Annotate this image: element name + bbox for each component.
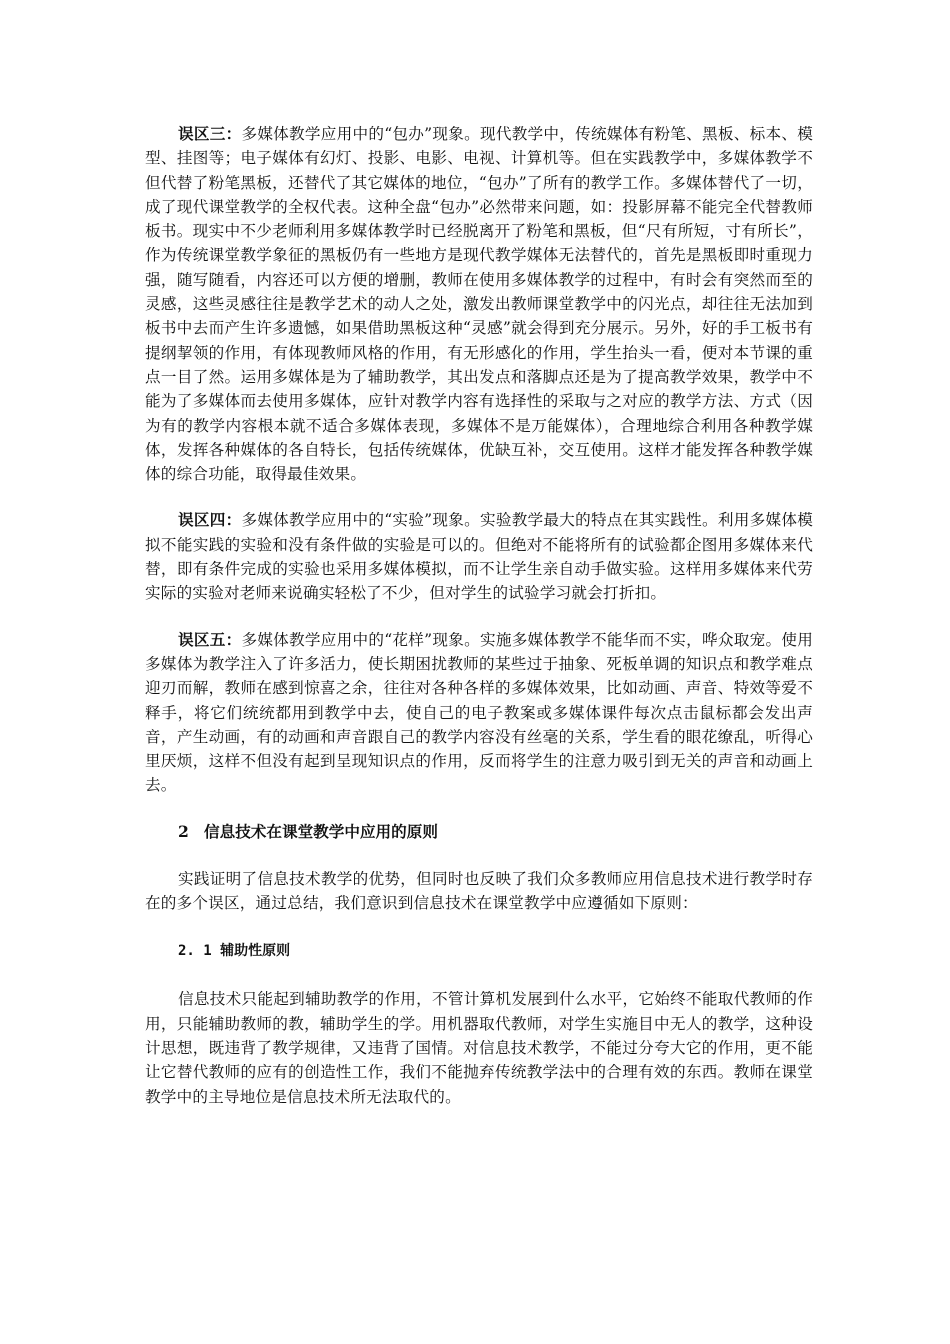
auxiliary-principle-text: 信息技术只能起到辅助教学的作用，不管计算机发展到什么水平，它始终不能取代教师的作用，只能辅助教师的教，辅助学生的学。用机器取代教师，对学生实施目中无人的教学，这种设计思想，既违背了教学规律，又违背了国情。对信息技术教学，不能过分夸大它的作用，更不能让它替代教师的应有的创造性工作，我们不能抛弃传统教学法中的合理有效的东西。教师在课堂教学中的主导地位是信息技术所无法取代的。	[145, 990, 813, 1106]
spacer	[145, 915, 813, 939]
section-2-number: 2	[178, 821, 189, 841]
misconception-5-text: 多媒体教学应用中的“花样”现象。实施多媒体教学不能华而不实，哗众取宠。使用多媒体为教学注入了许多活力，使长期困扰教师的某些过于抽象、死板单调的知识点和教学难点迎刃而解，教师在感到惊喜之余，往往对各种各样的多媒体效果，比如动画、声音、特效等爱不释手，将它们统统都用到教学中去，使自己的电子教案或多媒体课件每次点击鼠标都会发出声音，产生动画，有的动画和声音跟自己的教学内容没有丝毫的关系，学生看的眼花缭乱，听得心里厌烦，这样不但没有起到呈现知识点的作用，反而将学生的注意力吸引到无关的声音和动画上去。	[145, 630, 813, 795]
section-2-intro-text: 实践证明了信息技术教学的优势，但同时也反映了我们众多教师应用信息技术进行教学时存在的多个误区，通过总结，我们意识到信息技术在课堂教学中应遵循如下原则：	[145, 869, 813, 913]
section-2-1-heading: 2. 1 辅助性原则	[178, 943, 291, 960]
misconception-4-text: 多媒体教学应用中的“实验”现象。实验教学最大的特点在其实践性。利用多媒体模拟不能实践的实验和没有条件做的实验是可以的。但绝对不能将所有的试验都企图用多媒体来代替，即有条件完成的实验也采用多媒体模拟，而不让学生亲自动手做实验。这样用多媒体来代劳实际的实验对老师来说确实轻松了不少，但对学生的试验学习就会打折扣。	[145, 511, 813, 603]
document-page	[145, 122, 813, 1109]
spacer	[145, 798, 813, 820]
misconception-4-lead: 误区四：	[178, 510, 242, 530]
misconception-5-paragraph	[145, 628, 813, 798]
misconception-3-lead: 误区三：	[178, 124, 242, 143]
section-2-title: 信息技术在课堂教学中应用的原则	[204, 821, 438, 841]
section-2-heading	[145, 820, 813, 844]
auxiliary-principle-paragraph	[145, 987, 813, 1108]
spacer	[145, 486, 813, 508]
misconception-4-paragraph	[145, 508, 813, 605]
misconception-3-paragraph	[145, 122, 813, 486]
misconception-3-text: 多媒体教学应用中的“包办”现象。现代教学中，传统媒体有粉笔、黑板、标本、模型、挂图等；电子媒体有幻灯、投影、电影、电视、计算机等。但在实践教学中，多媒体教学不但代替了粉笔黑板，还替代了其它媒体的地位，“包办”了所有的教学工作。多媒体替代了一切，成了现代课堂教学的全权代表。这种全盘“包办”必然带来问题，如：投影屏幕不能完全代替教师板书。现实中不少老师利用多媒体教学时已经脱离开了粉笔和黑板，但“尺有所短，寸有所长”，作为传统课堂教学象征的黑板仍有一些地方是现代教学媒体无法替代的，首先是黑板即时重现力强，随写随看，内容还可以方便的增删，教师在使用多媒体教学的过程中，有时会有突然而至的灵感，这些灵感往往是教学艺术的动人之处，激发出教师课堂教学中的闪光点，却往往无法加到板书中去而产生许多遗憾，如果借助黑板这种“灵感”就会得到充分展示。另外，好的手工板书有提纲挈领的作用，有体现教师风格的作用，有无形感化的作用，学生抬头一看，便对本节课的重点一目了然。运用多媒体是为了辅助教学，其出发点和落脚点还是为了提高教学效果，教学中不能为了多媒体而去使用多媒体，应针对教学内容有选择性的采取与之对应的教学方法、方式（因为有的教学内容根本就不适合多媒体表现，多媒体不是万能媒体），合理地综合利用各种教学媒体，发挥各种媒体的各自特长，包括传统媒体，优缺互补，交互使用。这样才能发挥各种教学媒体的综合功能，取得最佳效果。	[145, 125, 813, 484]
spacer	[145, 844, 813, 867]
misconception-5-lead: 误区五：	[178, 629, 242, 649]
section-2-intro-paragraph	[145, 867, 813, 916]
spacer	[145, 963, 813, 987]
spacer	[145, 606, 813, 628]
